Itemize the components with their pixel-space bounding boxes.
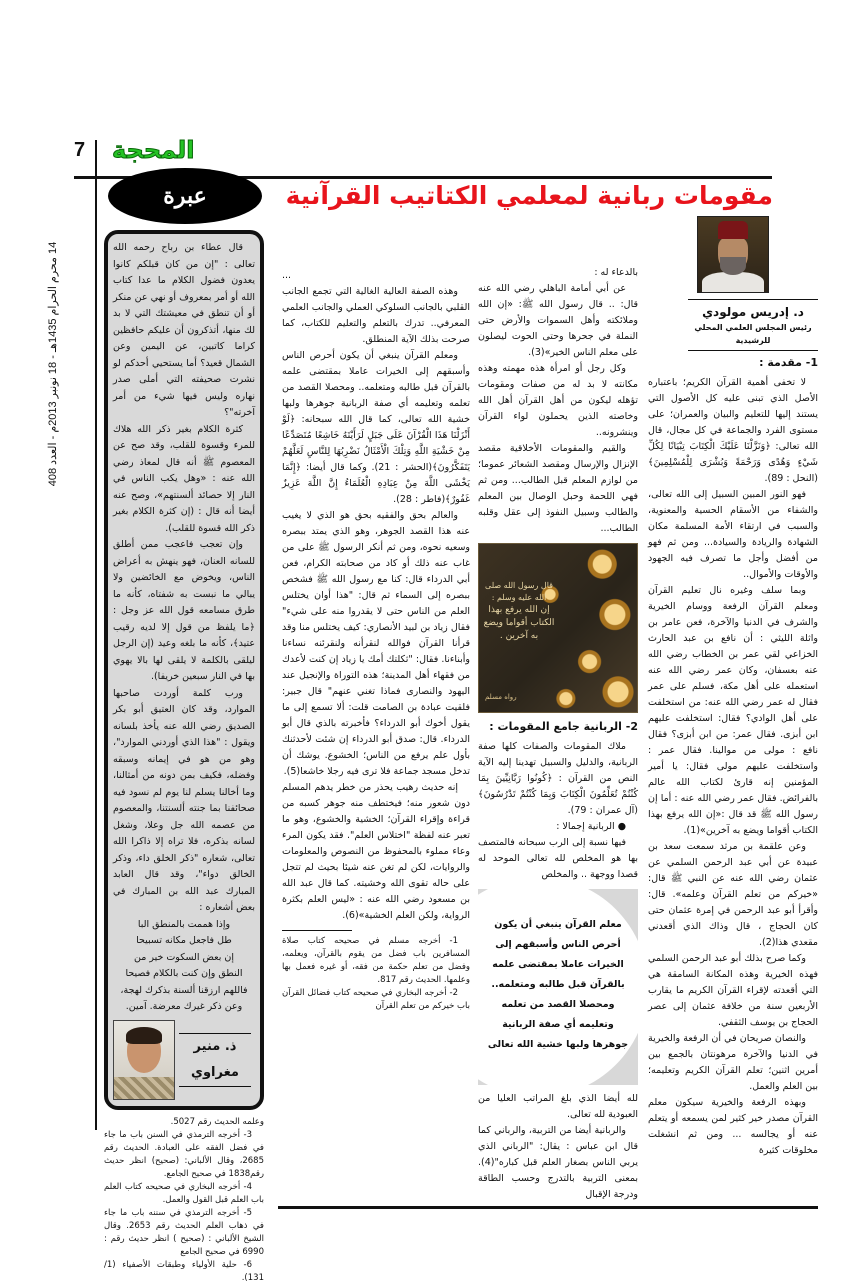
poem-line: النطق وإن كنت بالكلام فصيحا: [125, 968, 243, 979]
paragraph: ورب كلمة أوردت صاحبها الموارد، وقد كان العتيق أبو بكر الصديق رضي الله عنه يأخذ بلسانه ويقول : "هذا الذي أوردني الموارد"، وهو من هو في إيمانه وسبقه وفضله، فكيف بمن دونه من أمثالنا، وما أخالنا يسلم لنا يوم لم نسود فيه صحائفنا بما جنته ألسنتنا، والمعصوم من عصمه الله جل وعلا، وشغل لسانه بذكره، فلا تراه إلا ذاكرا الله تعالى، شعاره "ذكر الخلق داء، وذكر الخالق دواء"، وقد قال العابد المبارك عبد الله بن المبارك في بعض أشعاره :: [113, 687, 255, 913]
sidebar-box: [104, 230, 264, 1110]
paragraph: كثرة الكلام بغير ذكر الله هلاك للمرء وقسوة للقلب، وقد صح عن المعصوم ﷺ أنه قال لمعاذ رضي الله عنه : «وهل يكب الناس في النار إلا حصائد ألسنتهم»، وصح عنه أيضا أنه قال : (إن كثرة الكلام بغير ذكر الله قسوة للقلب).: [113, 423, 255, 534]
paragraph: فيها نسبة إلى الرب سبحانه فالمتصف بها هو المخلص لله تعالى الموحد له قصدا ووجهة .. والمخلص: [478, 837, 638, 880]
sidebar-text: [113, 240, 255, 917]
divider: [688, 350, 818, 351]
footnote-divider: [282, 930, 352, 931]
poem: [113, 917, 255, 1016]
section-heading: 2- الربانية جامع المقومات :: [489, 720, 638, 733]
author-photo: [697, 216, 769, 293]
sidebar-author-row: [113, 1020, 255, 1100]
paragraph: ملاك المقومات والصفات كلها صفة الربانية، والدليل والسبيل تهدينا إليه الآية النص من القرآن : ﴿كُونُوا رَبَّانِيِّينَ بِمَا كُنْتُمْ تُعَلِّمُونَ الْكِتَابَ وَبِمَا كُنْتُمْ تَدْرُسُونَ﴾(آل عمران : 79).: [478, 741, 638, 816]
paragraph: وبما سلف وغيره نال تعليم القرآن ومعلم القرآن الرفعة ووسام الخيرية والشرف في الدنيا والآخرة، فعن عامر بن واثلة الليثي : أن نافع بن عبد الحارث الخزاعي لقي عمر بن الخطاب رضي الله عنه بعسفان، وكان عمر رضي الله عنه استعمله على أهل مكة، فسلم على عمر فقال له عمر رضي الله عنه: من استخلفت على أهل الوادي؟ فقال: استخلفت عليهم ابن أبزى. فقال عمر: من ابن أبزى؟ فقال نافع : مولى من موالينا. فقال عمر : واستخلفت عليهم مولى فقال: يا أمير المؤمنين إنه قارئ لكتاب الله عالم بالفرائض. فقال عمر رضي الله عنه : أما إن رسول الله ﷺ قد قال :«إن الله يرفع بهذا الكتاب أقواما ويضع به آخرين»(1).: [648, 585, 818, 836]
paragraph: وهذه الصفة العالية الغالية التي تجمع الجانب القلبي بالجانب السلوكي العملي والجانب العلمي المعرفي.. تدرك بالتعلم والتعليم للكتاب، كما صرحت بذلك الآية المنطلق.: [282, 286, 470, 345]
footnote: 3- أخرجه الترمذي في السنن باب ما جاء في فضل الفقه على العبادة. الحديث رقم 2685، وقال الألباني: (صحيح) انظر حديث رقم1838 في صحيح الجامع.: [104, 1129, 264, 1179]
paragraph: ● الربانية إجمالا :: [556, 821, 626, 832]
sidebar-author-name: ذ. منير مغراوي: [179, 1033, 251, 1087]
section-heading: 1- مقدمة :: [759, 356, 818, 369]
paragraph: وبهذه الرفعة والخيرية سيكون معلم القرآن مصدر خير كثير لمن يسمعه أو يتعلم عنه أو يجالسه ... ومن ثم انشغلت مخلوقات كثيرة: [648, 1097, 818, 1156]
footnote: 2- أخرجه البخاري في صحيحه كتاب فضائل القرآن باب خيركم من تعلم القرآن: [282, 988, 470, 1011]
article-title: مقومات ربانية لمعلمي الكتاتيب القرآنية: [285, 181, 773, 210]
column-1-text: [648, 355, 818, 1159]
pull-quote-text: معلم القرآن ينبغي أن يكون أحرص الناس وأسبقهم إلى الخيرات عاملا بمقتضى علمه بالقرآن قبل طالبه ومتعلمه.. ومحصلا القصد من تعلمه وتعليمه أي صفة الربانية جوهرها ولبها خشية الله تعالى: [487, 919, 629, 1050]
author-name: د. إدريس مولودي: [702, 305, 804, 319]
sidebar-author-photo: [113, 1020, 175, 1100]
article-column-3: [282, 268, 470, 1013]
footnote: 1- أخرجه مسلم في صحيحه كتاب صلاة المسافرين باب فضل من يقوم بالقرآن، ويعلمه، وفضل من تعلم حكمة من فقه، أو غيره فعمل بها وعلمها. الحديث رقم 817.: [282, 936, 470, 985]
poem-line: طل فاجعل مكانه تسبيحا: [136, 935, 232, 946]
decorative-hadith-image: [478, 543, 638, 713]
footnote: 6- حلية الأولياء وطبقات الأصفياء (1/ 131).: [104, 1259, 264, 1283]
footnote: 4- أخرجه البخاري في صحيحه كتاب العلم باب العلم قبل القول والعمل.: [104, 1181, 264, 1205]
paragraph: والقيم والمقومات الأخلاقية مقصد الإنزال والإرسال ومقصد الشعائر عموما؛ من لوازم المعلم قبل الطالب... ومن ثم فهي اللحمة وحبل الوصال بين المعلم والطالب وسبيل النفوذ إلى عقل وقلبه الطالب...: [478, 443, 638, 534]
paragraph: وكما صرح بذلك أبو عبد الرحمن السلمي فهذه الخيرية وهذه المكانة السامقة هي التي أقعدته لإقراء القرآن الكريم ما يقارب الأربعين سنة من خلافة عثمان إلى عصر الحجاج بن يوسف الثقفي.: [648, 953, 818, 1028]
issue-date-line: 14 محرم الحرام 1435هـ - 18 نونبر 2013م - العدد 408: [47, 241, 59, 487]
paragraph: والربانية أيضا من التربية، والرباني كما قال ابن عباس : يقال: "الرباني الذي يربي الناس بصغار العلم قبل كباره"(4). بمعنى التربية بالتدرج وحسب الطاقة ودرجة الإقبال: [478, 1125, 638, 1200]
footnote: 5- أخرجه الترمذي في سننه باب ما جاء في ذهاب العلم الحديث رقم 2653. وقال الشيخ الألباني : (صحيح ) انظر حديث رقم : 6990 في صحيح الجامع: [104, 1207, 264, 1257]
footnote: وعلمه الحديث رقم 5027.: [170, 1116, 264, 1127]
divider: [688, 299, 818, 300]
image-caption: قال رسول الله صلى الله عليه وسلم :: [485, 581, 553, 602]
sidebar-label: عبرة: [108, 168, 262, 224]
paragraph: عن أبي أمامة الباهلي رضي الله عنه قال: .. قال رسول الله ﷺ: «إن الله وملائكته وأهل السموات والأرض حتى النملة في جحرها وحتى الحوت ليصلون على معلم الناس الخير»(3).: [478, 283, 638, 358]
column-3-text: [282, 268, 470, 924]
margin-divider: [95, 140, 97, 1130]
column-2-top-text: [478, 265, 638, 537]
paragraph: ومعلم القرآن ينبغي أن يكون أحرص الناس وأسبقهم إلى الخيرات عاملا بمقتضى علمه بالقرآن قبل طالبه ومتعلمه.. ومحصلا القصد من تعلمه وتعليمه أي صفة الربانية جوهرها ولبها خشية الله تعالى، كما قال الله سبحانه: ﴿لَوْ أَنْزَلْنَا هَذَا الْقُرْآنَ عَلَى جَبَلٍ لَرَأَيْتَهُ خَاشِعًا مُتَصَدِّعًا مِنْ خَشْيَةِ اللَّهِ وَتِلْكَ الْأَمْثَالُ نَضْرِبُهَا لِلنَّاسِ لَعَلَّهُمْ يَتَفَكَّرُونَ﴾(الحشر : 21). وكما قال أيضا: ﴿إِنَّمَا يَخْشَى اللَّهَ مِنْ عِبَادِهِ الْعُلَمَاءُ إِنَّ اللَّهَ عَزِيزٌ غَفُورٌ﴾(فاطر : 28).: [282, 350, 471, 505]
closing-prayer: فاللهم ارزقنا ألسنة بذكرك لهجة، وعن ذكر غيرك معرضة. آمين.: [120, 984, 248, 1012]
article-column-2: [478, 265, 638, 1203]
paragraph: لا تخفى أهمية القرآن الكريم؛ باعتباره الأصل الذي تبنى عليه كل الأصول التي يستند إليها للتعليم والبيان والعمران؛ على مستوى الفرد والجماعة في كل مجال، قال الله تعالى: ﴿وَنَزَّلْنَا عَلَيْكَ الْكِتَابَ تِبْيَانًا لِكُلِّ شَيْءٍ وَهُدًى وَرَحْمَةً وَبُشْرَى لِلْمُسْلِمِينَ﴾(النحل : 89).: [648, 377, 818, 484]
paragraph: بالدعاء له :: [594, 267, 638, 278]
column-2-middle-text: [478, 719, 638, 883]
continuation-mark: ...: [282, 270, 292, 281]
paragraph: والعالم بحق والفقيه بحق هو الذي لا يغيب عنه هذا القصد الجوهر، وهو الذي يمتد ببصره وسعيه نحوه، ومن ثم أنكر الرسول ﷺ على من غاب عنه ذلك أو كاد من صحابته الكرام، فعن أبي الدرداء قال: كنا مع رسول الله ﷺ فشخص ببصره إلى السماء ثم قال: "هذا أوان يختلس العلم من الناس حتى لا يقدروا منه على شيء" فقال زياد بن لبيد الأنصاري: كيف يختلس منا وقد قرأنا القرآن فوالله لنقرأنه ولنقرئنه نساءنا وأبناءنا. فقال: "ثكلتك أمك يا زياد إن كنت لأعدك من فقهاء أهل المدينة؛ هذه التوراة والإنجيل عند اليهود والنصارى فماذا تغني عنهم" قال جبير: فلقيت عبادة بن الصامت قلت: ألا تسمع إلى ما يقول أخوك أبو الدرداء؟ فأخبرته بالذي قال أبو الدرداء. قال: صدق أبو الدرداء إن شئت لأحدثنك بأول علم يرفع من الناس؛ الخشوع. يوشك أن تدخل مسجد جماعة فلا ترى فيه رجلا خاشعا(5).: [282, 510, 470, 777]
image-source: رواه مسلم: [485, 693, 517, 701]
paragraph: وعن علقمة بن مرثد سمعت سعد بن عبيدة عن أبي عبد الرحمن السلمي عن عثمان رضي الله عنه عن النبي ﷺ قال: «خيركم من تعلم القرآن وعلمه». قال: وأقرأ أبو عبد الرحمن في إمرة عثمان حتى كان الحجاج ، قال وذاك الذي أقعدني مقعدي هذا(2).: [648, 841, 818, 948]
paragraph: وكل رجل أو امرأة هذه مهمته وهذه مكانته لا بد له من صفات ومقومات تؤهله ليكون من أهل القرآن أهل الله وخاصته الذين يحملون لواء القرآن وينشرونه..: [478, 363, 638, 438]
sidebar-column: [104, 230, 264, 1285]
poem-line: وإذا هممت بالمنطق البا: [137, 918, 231, 930]
masthead-logo: المحجة: [112, 136, 195, 164]
poem-line: إن بعض السكوت خير من: [134, 951, 234, 963]
paragraph: والنصان صريحان في أن الرفعة والخيرية في الدنيا والآخرة مرهونتان بالجمع بين أمرين اثنين؛ تعلم القرآن الكريم وتعليمه؛ بين العلم والعمل.: [648, 1033, 818, 1092]
paragraph: لله أيضا الذي بلغ المراتب العليا من العبودية لله تعالى.: [478, 1093, 638, 1120]
article-column-1: [640, 216, 818, 1159]
pull-quote: [478, 889, 638, 1085]
image-hadith: إن الله يرفع بهذا الكتاب أقواما ويضع به آخرين .: [483, 605, 555, 641]
author-block: [688, 216, 818, 351]
paragraph: فهو النور المبين السبيل إلى الله تعالى، والشفاء من الأسقام الحسية والمعنوية، والسبب في ارتقاء الأمة المسلمة مكان الشهادة والريادة والسيادة... ومن ثم فهو من أفضل وأجل ما تصرف فيه الجهود والأوقات والأموال..: [648, 489, 818, 580]
author-role: رئيس المجلس العلمي المحلي للرشيدية: [694, 323, 812, 345]
footer-divider: [278, 1206, 818, 1209]
paragraph: وإن تعجب فاعجب ممن أطلق للسانه العنان، فهو ينهش به أعراض الناس، ويخوض مع الخائضين ولا يبالي ما نبست به شفتاه، كأنه ما طرق مسامعه قول الله عز وجل : ﴿ما يلفظ من قول إلا لديه رقيب عتيد﴾، كأنه ما بلغه وعيد (إن الرجل ليلقى بالكلمة لا يلقى لها بالا يهوي بها في النار سبعين خريفا).: [113, 539, 255, 682]
paragraph: إنه حديث رهيب يحذر من خطر يدهم المسلم دون شعور منه؛ فيختطف منه جوهر كسبه من قراءة وإقراء القرآن؛ الخشية والخشوع، وهو ما تعبر عنه لفظة "اختلاس العلم". فقد يكون المرء وعاء مملوء بالمحفوظ من النصوص والمعلومات والروايات، لكن لم تغن عنه شيئا بحيث لم تتجل على حاله تقوى الله وخشيته. كما قال عبد الله بن مسعود رضي الله عنه : «ليس العلم بكثرة الرواية، ولكن العلم الخشية»(6).: [282, 782, 470, 921]
footnotes: [282, 935, 470, 1013]
column-2-bottom-text: [478, 1091, 638, 1203]
paragraph: قال عطاء بن رباح رحمه الله تعالى : "إن من كان قبلكم كانوا يعدون فضول الكلام ما عدا كتاب الله أو أمر بمعروف أو نهي عن منكر أو أن تنطق في معيشتك التي لا بد لك منها، أتذكرون أن عليكم حافظين كراما كاتبين، عن اليمين وعن الشمال قعيد؟ أما يستحيي أحدكم لو نشرت صحيفته التي أملى صدر نهاره وليس فيها شيء من أمر آخرته"؟: [113, 242, 255, 418]
page-number: 7: [74, 139, 86, 161]
footnotes-continued: [104, 1116, 264, 1285]
